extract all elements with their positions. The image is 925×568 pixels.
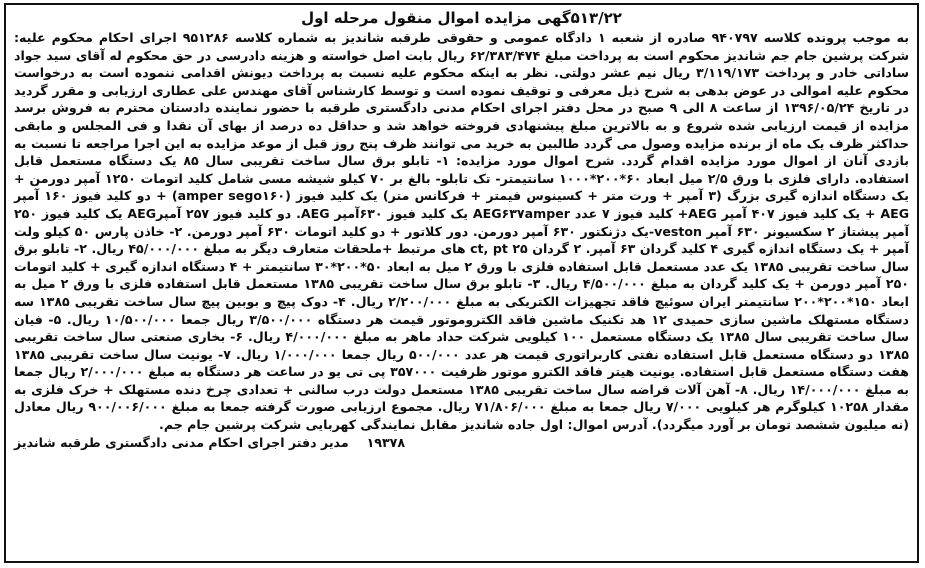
notice-signature-block xyxy=(14,434,405,452)
notice-title: ۵۱۳/۲۲گهی مزایده اموال منقول مرحله اول xyxy=(301,9,622,27)
auction-notice xyxy=(4,3,919,563)
notice-body: به موجب پرونده کلاسه ۹۴۰۷۹۷ صادره از شعبه ۱ دادگاه عمومی و حقوقی طرقبه شاندیز به شماره کلاسه ۹۵۱۲۸۶ اجرای احکام محکوم علیه: شرکت پرشین جام جم شاندیز محکوم است به پرداخت مبلغ ۶۲/۳۸۳/۴۷۴ ریال بابت اصل خواسته و هزینه دادرسی در حق محکوم له آقای سید جواد ساداتی خادر و پرداخت ۳/۱۱۹/۱۷۳ ریال نیم عشر دولتی. نظر به اینکه محکوم علیه نسبت به پرداخت دیونش اقدامی ننموده است به درخواست محکوم علیه اموالی در عوض بدهی به شرح ذیل معرفی و توقیف نموده است و توسط کارشناس آقای مهندس علی عطاری ارزیابی و مقرر گردید در تاریخ ۱۳۹۶/۰۵/۲۴ از ساعت ۸ الی ۹ صبح در محل دفتر اجرای احکام مدنی دادگستری طرقبه با حضور نماینده دادستان محترم به فروش برسد مزایده از قیمت ارزیابی شده شروع و به بالاترین مبلغ پیشنهادی فروخته خواهد شد و حداقل ده درصد از بهای آن نقدا و فی المجلس و مابقی حداکثر ظرف یک ماه از برنده مزایده وصول می گردد طالبین به خرید می توانند ظرف پنج روز قبل از موعد مزایده به این اجرا مراجعه تا نسبت به بازدی آنان از اموال مورد مزایده اقدام گردد. شرح اموال مورد مزایده: ۱- تابلو برق سال ساخت تقریبی سال ۸۵ یک دستگاه مستعمل قابل استفاده. دارای فلزی با ورق ۲/۵ میل ابعاد ۶۰*۲۰۰*۱۰۰۰ سانتیمتر- تک تابلو- بالغ بر ۷۰ کیلو شیشه مسی شامل کلید اتومات ۱۲۵۰ آمپر دورمن + یک دستگاه اندازه گیری بزرگ (۳ آمپر + ورت متر + کسینوس فیمتر + فرکانس متر) یک کلید فیوز (amper sego۱۶۰) + دو کلید فیوز ۱۶۰ آمپر AEG + یک کلید فیوز ۴۰۷ آمپر AEG+ کلید فیوز ۷ عدد AEG۶۳۷amper یک کلید فیوز ۶۳۰آمپر AEG. دو کلید فیوز ۲۵۷ آمپرAEG یک کلید فیوز ۲۵۰ آمپر پیشتاز ۲ سکسیونر ۶۳۰ آمپر veston-یک دژنکتور ۶۳۰ آمپر دورمن. دور کلاتور + دو کلید اتومات ۶۳۰ آمپر دورمن. ۲- خاذن پارس ۵۰ کیلو ولت آمپر + یک دستگاه اندازه گیری ۴ کلید گردان ۶۳ آمپر. ۲ گردان ۲۵ ct, pt های مرتبط +ملحقات متعارف دیگر به مبلغ ۴۵/۰۰۰/۰۰۰ ریال. ۲- تابلو برق سال ساخت تقریبی ۱۳۸۵ یک عدد مستعمل قابل استفاده فلزی با ورق ۲ میل به ابعاد ۵۰*۲۰۰*۳۰ سانتیمتر + ۴ دستگاه اندازه گیری + کلید اتومات ۲۵۰ آمپر دورمن + یک کلید گردان به مبلغ ۴/۵۰۰/۰۰۰ ریال. ۳- تابلو برق سال ساخت تقریبی ۱۳۸۵ مستعمل قابل استفاده فلزی با ورق ۲ میل به ابعاد ۱۵۰*۲۰۰*۲۰۰ سانتیمتر ایران سوئیچ فاقد تجهیزات الکتریکی به مبلغ ۲/۲۰۰/۰۰۰ ریال. ۴- دوک پیچ و بوبین پیچ سال ساخت تقریبی ۱۳۸۵ سه دستگاه مستهلک ماشین سازی حمیدی ۱۲ هد تکنیک ماشین فاقد الکتروموتور قیمت هر دستگاه ۳/۵۰۰/۰۰۰ ریال جمعا ۱۰/۵۰۰/۰۰۰ ریال. ۵- فیان سال ساخت تقریبی سال ۱۳۸۵ یک دستگاه مستعمل ۱۰۰ کیلویی شرکت حداد ماهر به مبلغ ۴/۰۰۰/۰۰۰ ریال. ۶- بخاری صنعتی سال ساخت تقریبی ۱۳۸۵ دو دستگاه مستعمل قابل استفاده نفتی کاربراتوری قیمت هر عدد ۵۰۰/۰۰۰ ریال جمعا ۱/۰۰۰/۰۰۰ ریال. ۷- یونیت سال ساخت تقریبی ۱۳۸۵ هفت دستگاه مستعمل قابل استفاده. یونیت هیتر فاقد الکترو موتور ظرفیت ۳۵۷۰۰۰ پی تی یو در ساعت هر دستگاه به مبلغ ۲/۰۰۰/۰۰۰ ریال جمعا به مبلغ ۱۴/۰۰۰/۰۰۰ ریال. ۸- آهن آلات قراضه سال ساخت تقریبی ۱۳۸۵ مستعمل دولت درب سالنی + تعدادی چرخ دنده مستهلک + خرک فلزی به مقدار ۱۰۲۵۸ کیلوگرم هر کیلویی ۷/۰۰۰ ریال جمعا به مبلغ ۷۱/۸۰۶/۰۰۰ ریال. مجموع ارزیابی صورت گرفته جمعا به مبلغ ۹۰۰/۰۰۶/۰۰۰ ریال معادل (نه میلیون ششصد تومان بر آورد میگردد). آدرس اموال: اول جاده شاندیز مقابل نمایندگی کهربایی شرکت پرشین جام جم. xyxy=(14,30,910,433)
notice-footer xyxy=(14,434,909,452)
notice-code: ۱۹۳۷۸ xyxy=(366,434,406,450)
notice-signature: مدیر دفتر اجرای احکام مدنی دادگستری طرقبه شاندیز xyxy=(14,434,349,450)
